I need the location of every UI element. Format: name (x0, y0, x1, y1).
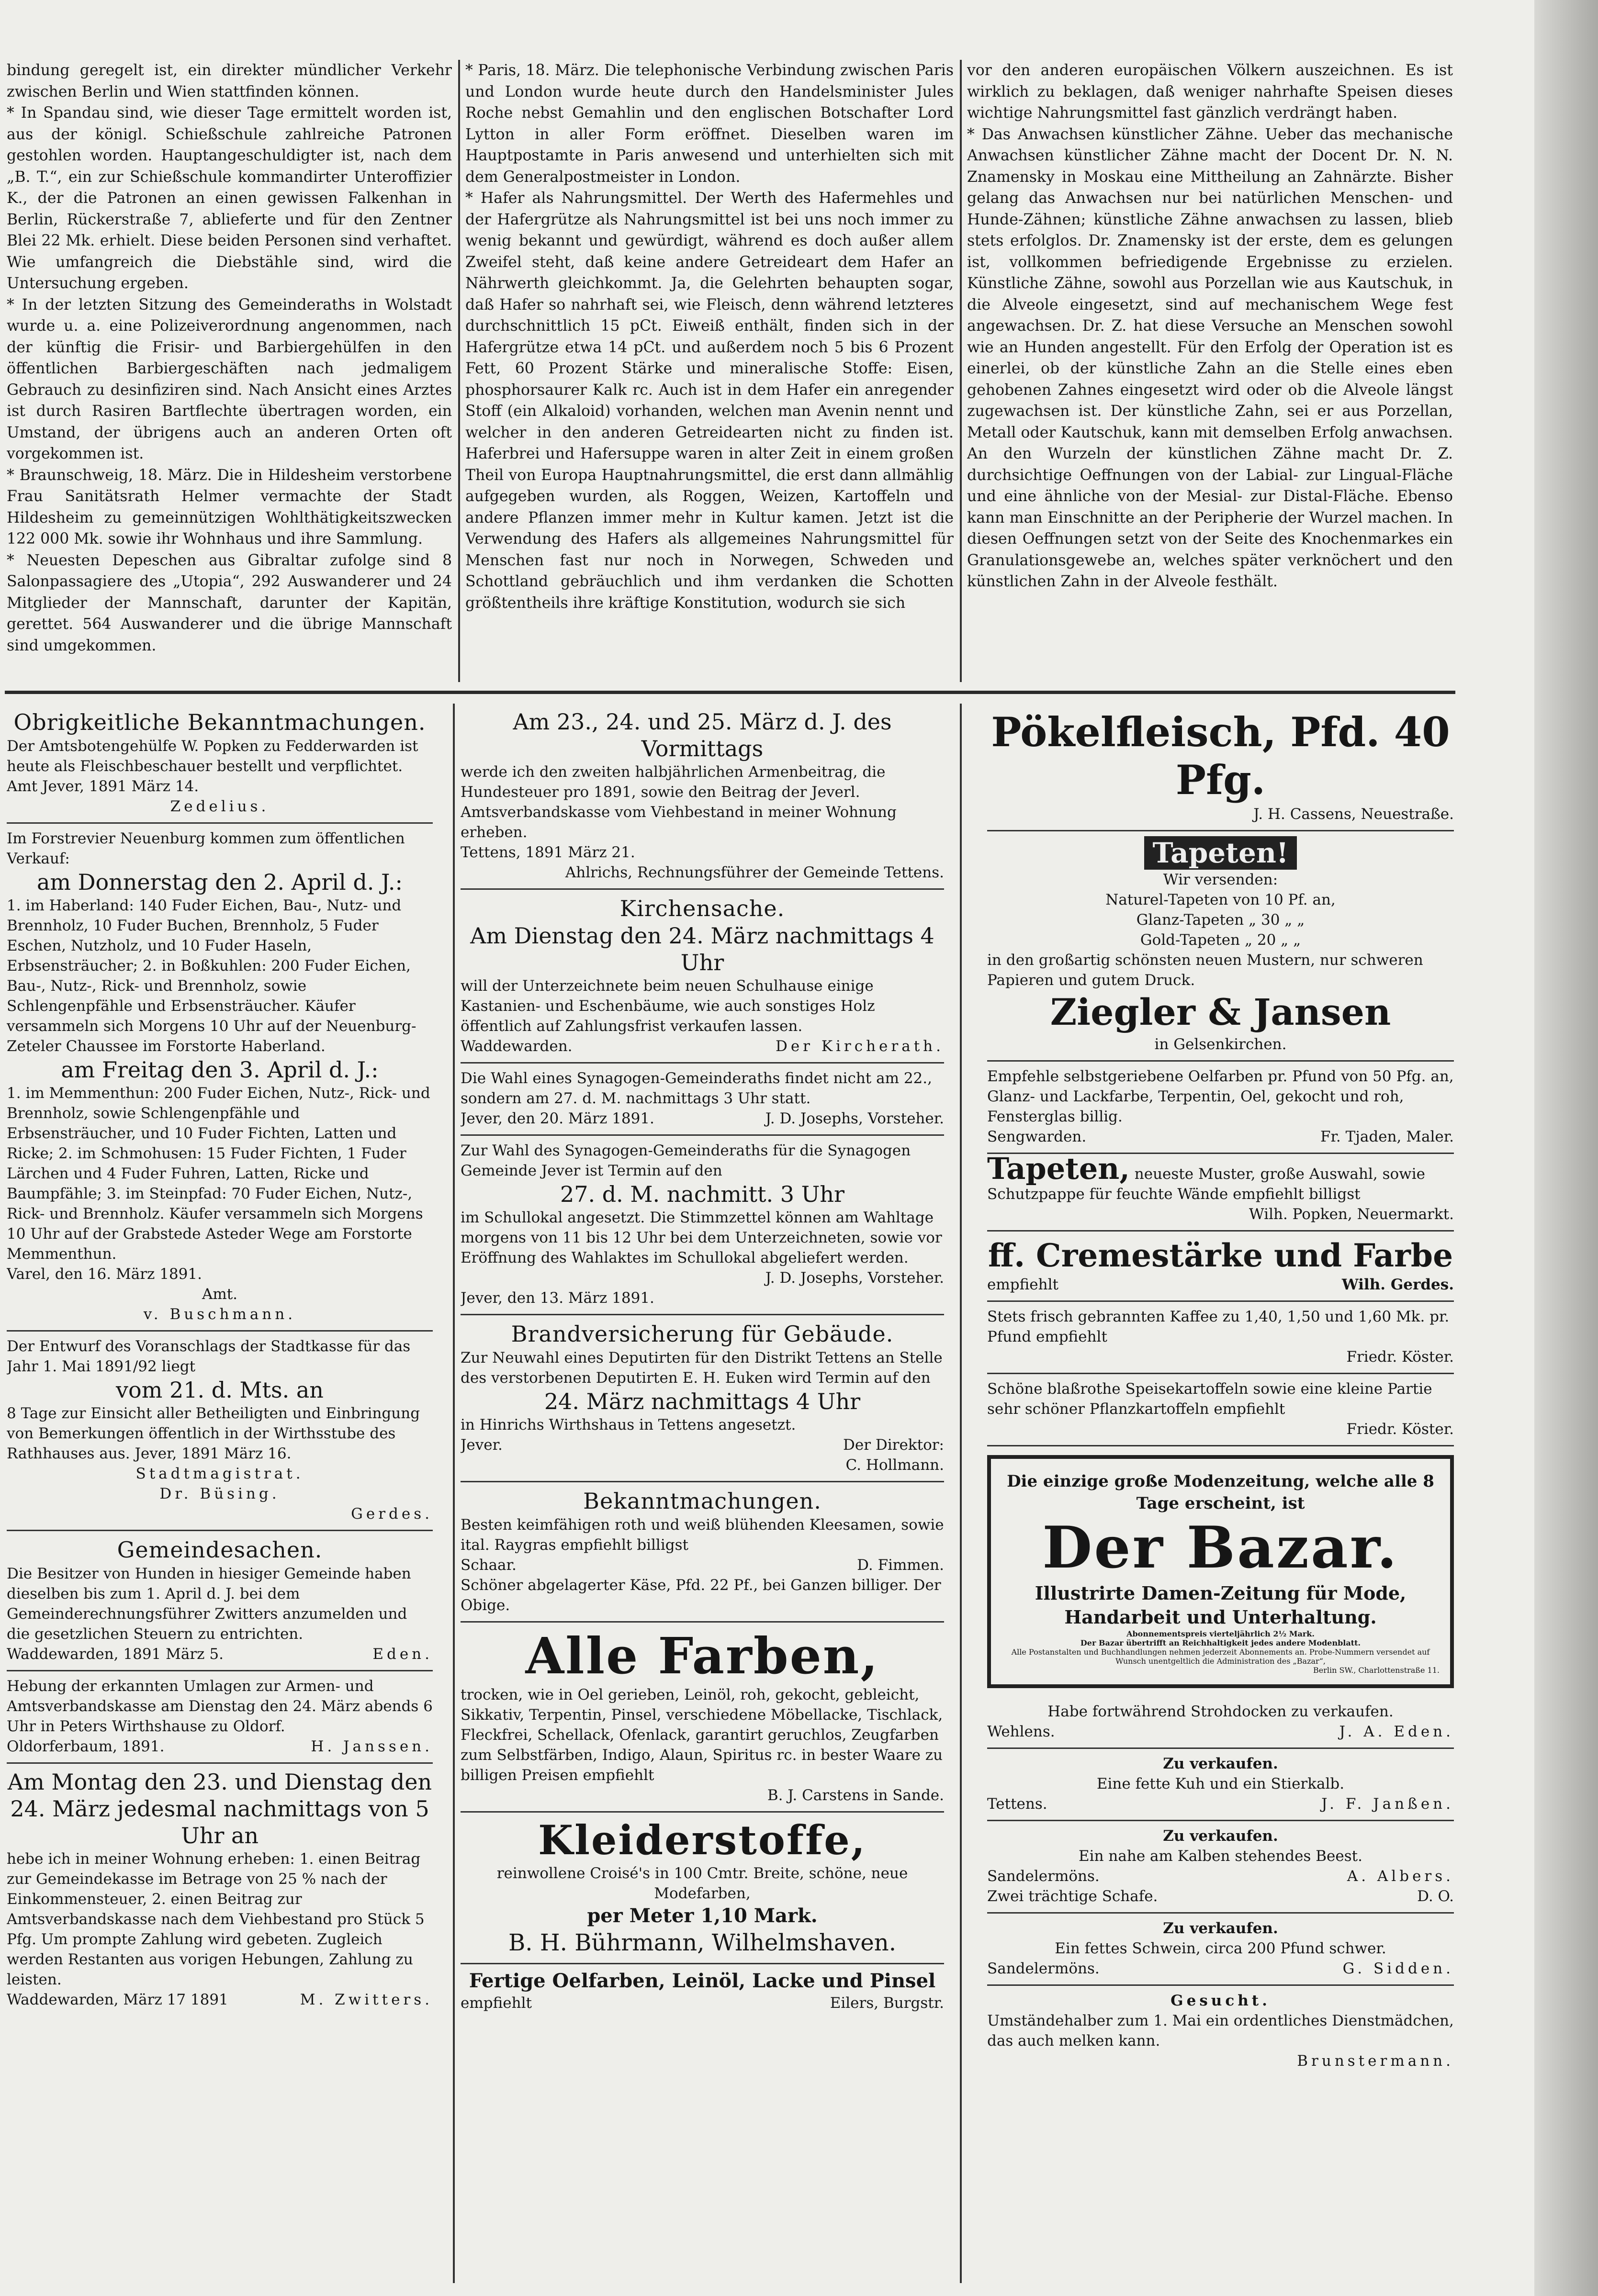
ad-for-sale-2 (987, 1821, 1454, 1914)
ad-municipal-affairs (7, 1531, 433, 1671)
ad-headline: Der Bazar. (1042, 1514, 1399, 1581)
ad-text: Eine fette Kuh und ein Stierkalb. (1096, 1775, 1345, 1792)
ad-signature: Friedr. Köster. (1346, 1421, 1454, 1438)
ad-heading: Obrigkeitliche Bekanntmachungen. (13, 709, 426, 735)
ad-signature: M. Zwitters. (300, 1991, 433, 2008)
news-item: vor den anderen europäischen Völkern auszeichnen. Es ist wirklich zu beklagen, daß weniger nahrhafte Speisen dieses wichtige Nahrungsmittel fast gänzlich verdrängt haben. (967, 62, 1453, 122)
ad-for-sale-1 (987, 1749, 1454, 1821)
ad-text: empfiehlt (461, 1994, 532, 2012)
ad-firm: Ziegler & Jansen (1050, 991, 1391, 1033)
ad-text: Waddewarden. (461, 1038, 573, 1055)
ad-potatoes (987, 1374, 1454, 1446)
ad-signature: v. Buschmann. (143, 1306, 296, 1323)
news-column-3 (967, 60, 1453, 687)
ad-signature: J. H. Cassens, Neuestraße. (1253, 806, 1454, 823)
news-item: * Neuesten Depeschen aus Gibraltar zufolge sind 8 Salonpassagiere des „Utopia“, 292 Auswanderer und 24 Mitglieder der Mannschaft, darunter der Kapitän, gerettet. 564 Auswanderer und die übrige Mannschaft sind umgekommen. (7, 551, 452, 654)
ad-text: Der Bazar übertrifft an Reichhaltigkeit jedes andere Modenblatt. (1080, 1638, 1361, 1647)
ad-signature: Dr. Büsing. (159, 1485, 280, 1502)
ad-text: Besten keimfähigen roth und weiß blühenden Kleesamen, sowie ital. Raygras empfiehlt billigst (461, 1516, 944, 1554)
ad-straw (987, 1697, 1454, 1749)
ads-column-2 (461, 704, 944, 2288)
ad-text: will der Unterzeichnete beim neuen Schulhause einige Kastanien- und Eschenbäume, wie auch sonstiges Holz öffentlich auf Zahlungsfrist verkaufen lassen. (461, 977, 875, 1035)
ad-signature: Fr. Tjaden, Maler. (1320, 1128, 1454, 1145)
ad-signature: Eilers, Burgstr. (830, 1994, 944, 2012)
ad-wanted (987, 1986, 1454, 2077)
ad-signature: H. Janssen. (311, 1738, 433, 1755)
ad-church-matter (461, 890, 944, 1064)
ad-signature: Brunstermann. (1297, 2052, 1454, 2070)
ad-date: vom 21. d. Mts. an (116, 1377, 324, 1403)
ad-text: trocken, wie in Oel gerieben, Leinöl, roh, gekocht, gebleicht, Sikkativ, Terpentin, Pinsel, verschiedene Möbellacke, Tischlack, Fleckfrei, Schellack, Ofenlack, garantirt geruchlos, Zeugfarben zum Selbstfärben, Indigo, Alaun, Spiritus rc. in bester Waare zu billigen Preisen empfiehlt (461, 1686, 943, 1784)
ad-heading: Zu verkaufen. (1163, 1755, 1278, 1772)
ad-text: Zur Wahl des Synagogen-Gemeinderaths für die Synagogen Gemeinde Jever ist Termin auf den (461, 1142, 911, 1179)
ad-synagogue-2 (461, 1136, 944, 1315)
ad-starch (987, 1232, 1454, 1302)
ad-text: Jever, den 13. März 1891. (461, 1289, 654, 1307)
news-item: * Paris, 18. März. Die telephonische Verbindung zwischen Paris und London wurde heute durch den Handelsminister Jules Roche nebst Gemahlin und den englischen Botschafter Lord Lytton in aller Form eröffnet. Dieselben waren im Hauptpostamte in Paris anwesend und unterhielten sich mit dem Generalpostmeister in London. (465, 62, 954, 186)
ads-column-1 (7, 704, 433, 2288)
ad-signature: Der Kircherath. (775, 1038, 944, 1055)
ad-levy (7, 1671, 433, 1764)
ad-subtitle: Illustrirte Damen-Zeitung für Mode, Handarbeit und Unterhaltung. (1035, 1582, 1407, 1628)
ad-headline: Tapeten, (987, 1151, 1130, 1186)
ad-coffee (987, 1302, 1454, 1374)
ad-text: neueste Muster, große Auswahl, sowie Schutzpappe für feuchte Wände empfiehlt billigst (987, 1165, 1425, 1203)
ad-heading: Zu verkaufen. (1163, 1827, 1278, 1845)
ad-signature: B. J. Carstens in Sande. (767, 1787, 944, 1804)
ad-shop: B. H. Bührmann, Wilhelmshaven. (508, 1929, 896, 1956)
news-item: * Hafer als Nahrungsmittel. Der Werth des Hafermehles und der Hafergrütze als Nahrungsmittel ist bei uns noch immer zu wenig bekannt und gewürdigt, während es doch außer allem Zweifel steht, daß keine andere Getreideart dem Hafer an Nährwerth gleichkommt. Ja, die Gelehrten behaupten sogar, daß Hafer so nahrhaft sei, wie Fleisch, denn während letzteres durchschnittlich 15 pCt. Eiweiß enthält, finden sich in der Hafergrütze etwa 14 pCt. und außerdem noch 5 bis 6 Prozent Fett, 60 Prozent Stärke und mineralische Stoffe: Eisen, phosphorsaurer Kalk rc. Auch ist in dem Hafer ein anregender Stoff (ein Alkaloid) vorhanden, welchen man Avenin nennt und welcher in den anderen Getreidearten nicht zu finden ist. Haferbrei und Hafersuppe waren in alter Zeit in einem großen Theil von Europa Hauptnahrungsmittel, die erst dann allmählig aufgegeben wurden, als Roggen, Weizen, Kartoffeln und andere Pflanzen immer mehr in Kultur kamen. Jetzt ist die Verwendung des Hafers als allgemeines Nahrungsmittel für Menschen fast nur noch in Norwegen, Schweden und Schottland gebräuchlich und ihm verdanken die Schotten größtentheils ihre kräftige Konstitution, wodurch sie sich (465, 190, 954, 612)
column-divider (960, 60, 962, 682)
ad-text: Tettens, 1891 März 21. (461, 844, 635, 861)
ad-text: Stets frisch gebrannten Kaffee zu 1,40, 1,50 und 1,60 Mk. pr. Pfund empfiehlt (987, 1308, 1450, 1345)
ad-signature: D. Fimmen. (857, 1557, 944, 1574)
ad-signature: J. A. Eden. (1339, 1723, 1454, 1740)
ad-heading: Zu verkaufen. (1163, 1920, 1278, 1937)
ad-text: Zwei trächtige Schafe. (987, 1888, 1158, 1905)
ad-text: Wir versenden: (1163, 871, 1278, 888)
ad-text: Schöner abgelagerter Käse, Pfd. 22 Pf., bei Ganzen billiger. Der Obige. (461, 1577, 941, 1614)
ad-text: reinwollene Croisé's in 100 Cmtr. Breite, schöne, neue Modefarben, (496, 1865, 908, 1902)
ad-text: Waddewarden, März 17 1891 (7, 1991, 228, 2008)
ad-text: Naturel-Tapeten von 10 Pf. an, (1105, 891, 1336, 908)
ad-der-bazar (987, 1455, 1454, 1688)
column-divider (960, 704, 962, 2283)
ad-text: Zur Neuwahl eines Deputirten für den Distrikt Tettens an Stelle des verstorbenen Deputirten E. H. Euken wird Termin auf den (461, 1349, 943, 1387)
ad-signature: J. D. Josephs, Vorsteher. (765, 1269, 944, 1287)
ad-text: Schöne blaßrothe Speisekartoffeln sowie eine kleine Partie sehr schöner Pflanzkartoffeln empfiehlt (987, 1380, 1432, 1418)
news-column-2 (465, 60, 954, 687)
news-item: * Das Anwachsen künstlicher Zähne. Ueber das mechanische Anwachsen künstlicher Zähne macht der Docent Dr. N. N. Znamensky in Moskau eine Mittheilung an Zahnärzte. Bisher gelang das Anwachsen nur bei natürlichen Menschen- und Hunde-Zähnen; künstliche Zähne anwachsen zu lassen, blieb stets erfolglos. Dr. Znamensky ist der erste, dem es gelungen ist, vollkommen befriedigende Ergebnisse zu erzielen. Künstliche Zähne, sowohl aus Porzellan wie aus Kautschuk, in die Alveole eingesetzt, sind auf mechanischem Wege fest angewachsen. Dr. Z. hat diese Versuche an Menschen sowohl wie an Hunden angestellt. Für den Erfolg der Operation ist es einerlei, ob der künstliche Zahn an die Stelle eines eben gehobenen Zahnes eingesetzt wird oder ob die Alveole längst zugewachsen ist. Der künstliche Zahn, sei er aus Porzellan, Metall oder Kautschuk, kann mit demselben Erfolg anwachsen. An den Wurzeln der künstlichen Zähne macht Dr. Z. durchsichtige Oeffnungen von der Labial- zur Lingual-Fläche und eine ähnliche von der Mesial- zur Distal-Fläche. Ebenso kann man Einschnitte an der Peripherie der Wurzel machen. In diesen Oeffnungen setzt von der Seite des Knochenmarkes ein Granulationsgewebe an, welches später verknöchert und den künstlichen Zahn in der Alveole festhält. (967, 125, 1453, 590)
ad-price: Abonnementspreis vierteljährlich 2½ Mark. (1126, 1629, 1315, 1638)
ad-heading: Brandversicherung für Gebäude. (511, 1321, 894, 1347)
ad-signature: D. O. (1417, 1888, 1454, 1905)
ad-collection (7, 1764, 433, 2016)
ad-ready-paints (461, 1964, 944, 2019)
ad-wallpaper-2 (987, 1151, 1454, 1232)
ad-text: Tettens. (987, 1795, 1047, 1813)
ad-headline: ff. Cremestärke und Farbe (988, 1237, 1453, 1274)
ad-text: Empfehle selbstgeriebene Oelfarben pr. Pfund von 50 Pfg. an, Glanz- und Lackfarbe, Terpentin, Oel, gekocht und roh, Fensterglas billig. (987, 1068, 1454, 1125)
ad-wallpaper (987, 831, 1454, 1062)
column-divider (453, 704, 455, 2283)
ad-date: Am 23., 24. und 25. März d. J. des Vormittags (513, 709, 892, 762)
ad-text: empfiehlt (987, 1276, 1058, 1293)
ad-text: werde ich den zweiten halbjährlichen Armenbeitrag, die Hundesteuer pro 1891, sowie den Beitrag der Jeverl. Amtsverbandskasse vom Viehbestand in meiner Wohnung erheben. (461, 763, 897, 841)
news-column-1 (7, 60, 452, 687)
ad-heading: Gesucht. (1170, 1992, 1271, 2009)
ads-column-3 (987, 704, 1454, 2288)
ad-heading: Bekanntmachungen. (583, 1488, 822, 1514)
ad-pickled-meat (987, 704, 1454, 831)
ad-for-sale-3 (987, 1914, 1454, 1986)
ad-signature: Gerdes. (351, 1505, 433, 1523)
ad-text: hebe ich in meiner Wohnung erheben: 1. einen Beitrag zur Gemeindekasse im Betrage von 25 % nach der Einkommensteuer, 2. einen Beitrag zur Amtsverbandskasse nach dem Viehbestand pro Stück 5 Pfg. Um prompte Zahlung wird gebeten. Zugleich werden Restanten aus vorigen Hebungen, Zahlung zu leisten. (7, 1850, 425, 1988)
ad-text: Varel, den 16. März 1891. (7, 1266, 202, 1283)
ad-text: in Hinrichs Wirthshaus in Tettens angesetzt. (461, 1416, 796, 1434)
ad-signature: Ahlrichs, Rechnungsführer der Gemeinde Tettens. (565, 864, 944, 881)
section-divider (5, 691, 1455, 694)
ad-date: Am Dienstag den 24. März nachmittags 4 Uhr (470, 923, 934, 975)
ad-text: Ein fettes Schwein, circa 200 Pfund schwer. (1055, 1940, 1386, 1957)
ad-signature: J. F. Janßen. (1321, 1795, 1454, 1813)
ad-text: Hebung der erkannten Umlagen zur Armen- und Amtsverbandskasse am Dienstag den 24. März abends 6 Uhr in Peters Wirthshause zu Oldorf. (7, 1678, 433, 1735)
ad-text: Sandelermöns. (987, 1868, 1100, 1885)
ad-heading: Kirchensache. (619, 896, 785, 921)
ad-address: Berlin SW., Charlottenstraße 11. (1313, 1666, 1440, 1675)
ad-signature: Friedr. Köster. (1346, 1348, 1454, 1366)
ad-signature: J. D. Josephs, Vorsteher. (765, 1110, 944, 1127)
ad-signature: Wilh. Popken, Neuermarkt. (1249, 1206, 1454, 1223)
ad-wood-auction (7, 824, 433, 1332)
ad-text: Alle Postanstalten und Buchhandlungen nehmen jederzeit Abonnements an. Probe-Nummern versendet auf Wunsch unentgeltlich die Administration des „Bazar“, (1011, 1647, 1430, 1666)
ad-price: per Meter 1,10 Mark. (587, 1904, 818, 1927)
ad-signature: Wilh. Gerdes. (1341, 1276, 1454, 1293)
ad-all-colors (461, 1623, 944, 1813)
ad-heading: Gemeindesachen. (117, 1537, 323, 1563)
ad-text: Ein nahe am Kalben stehendes Beest. (1079, 1848, 1362, 1865)
page-edge (1534, 0, 1598, 2296)
ad-text: Im Forstrevier Neuenburg kommen zum öffentlichen Verkauf: (7, 830, 405, 867)
news-item: * In der letzten Sitzung des Gemeinderaths in Wolstadt wurde u. a. eine Polizeiverordnung angenommen, nach der künftig die Frisir- und Barbiergehülfen in den öffentlichen Barbiergeschäften nach jedmaligem Gebrauch zu desinfiziren sind. Nach Ansicht eines Arztes ist durch Rasiren Bartflechte übertragen worden, ein Umstand, der übrigens auch an anderen Orten oft vorgekommen ist. (7, 296, 452, 462)
ad-text: Habe fortwährend Strohdocken zu verkaufen. (1047, 1703, 1394, 1720)
ad-text: Amt Jever, 1891 März 14. (7, 778, 199, 795)
ad-text: Der Amtsbotengehülfe W. Popken zu Fedderwarden ist heute als Fleischbeschauer bestellt und verpflichtet. (7, 738, 418, 775)
ad-text: Der Direktor: (843, 1436, 944, 1454)
ad-text: Waddewarden, 1891 März 5. (7, 1646, 224, 1663)
column-divider (458, 60, 460, 682)
ad-poor-tax (461, 704, 944, 890)
ad-headline: Kleiderstoffe, (538, 1816, 867, 1864)
ad-text: 1. im Memmenthun: 200 Fuder Eichen, Nutz-, Rick- und Brennholz, sowie Schlengenpfähle und Erbsensträucher, und 10 Fuder Fichten, Latten und Ricke; 2. im Schmohusen: 15 Fuder Fichten, 1 Fuder Lärchen und 4 Fuder Fuhren, Latten, Ricke und Baumpfähle; 3. im Steinpfad: 70 Fuder Eichen, Nutz-, Rick- und Brennholz. Käufer versammeln sich Morgens 10 Uhr auf der Grabstede Asteder Wege am Forstorte Memmenthun. (7, 1085, 430, 1263)
ad-date: Am Montag den 23. und Dienstag den 24. März jedesmal nachmittags von 5 Uhr an (7, 1769, 432, 1848)
ad-text: Jever. (461, 1436, 503, 1454)
ad-text: Der Entwurf des Voranschlags der Stadtkasse für das Jahr 1. Mai 1891/92 liegt (7, 1338, 411, 1375)
ad-text: Die Besitzer von Hunden in hiesiger Gemeinde haben dieselben bis zum 1. April d. J. bei dem Gemeinderechnungsführer Zwitters anzumelden und die gesetzlichen Steuern zu entrichten. (7, 1565, 411, 1643)
ad-headline: Pökelfleisch, Pfd. 40 Pfg. (991, 708, 1450, 804)
ad-signature: Eden. (372, 1646, 433, 1663)
ad-text: Oldorferbaum, 1891. (7, 1738, 165, 1755)
ad-synagogue-1 (461, 1064, 944, 1136)
ad-budget-draft (7, 1332, 433, 1531)
ad-date: 27. d. M. nachmitt. 3 Uhr (560, 1181, 845, 1207)
ad-announcements (461, 1482, 944, 1623)
news-item: bindung geregelt ist, ein direkter mündlicher Verkehr zwischen Berlin und Wien stattfinden können. (7, 62, 452, 101)
ad-headline: Alle Farben, (525, 1626, 879, 1685)
ad-text: Sandelermöns. (987, 1960, 1100, 1977)
ad-text: Umständehalber zum 1. Mai ein ordentliches Dienstmädchen, das auch melken kann. (987, 2012, 1454, 2050)
ad-signature: A. Albers. (1347, 1868, 1454, 1885)
news-item: * In Spandau sind, wie dieser Tage ermittelt worden ist, aus der königl. Schießschule zahlreiche Patronen gestohlen worden. Hauptangeschuldigter ist, nach dem „B. T.“, ein zur Schießschule kommandirter Unteroffizier K., der die Patronen an einen gewissen Falkenhan in Berlin, Rückerstraße 7, ablieferte und für den Zentner Blei 22 Mk. erhielt. Diese beiden Personen sind verhaftet. Wie umfangreich die Diebstähle sind, wird die Untersuchung ergeben. (7, 104, 452, 292)
ad-text: 1. im Haberland: 140 Fuder Eichen, Bau-, Nutz- und Brennholz, 10 Fuder Buchen, Brennholz, 5 Fuder Eschen, Nutzholz, und 10 Fuder Haseln, Erbsensträucher; 2. in Boßkuhlen: 200 Fuder Eichen, Bau-, Nutz-, Rick- und Brennholz, sowie Schlengenpfähle und Erbsensträucher. Käufer versammeln sich Morgens 10 Uhr auf der Neuenburg-Zeteler Chaussee im Forstorte Haberland. (7, 897, 416, 1055)
ad-date: 24. März nachmittags 4 Uhr (544, 1389, 861, 1414)
ad-text: in den großartig schönsten neuen Mustern, nur schweren Papieren und gutem Druck. (987, 952, 1423, 989)
ad-text: Glanz-Tapeten „ 30 „ „ (1136, 911, 1305, 929)
ad-text: Jever, den 20. März 1891. (461, 1110, 654, 1127)
ad-signature: C. Hollmann. (845, 1456, 944, 1474)
ad-oil-colors (987, 1062, 1454, 1154)
ad-text: Wehlens. (987, 1723, 1055, 1740)
ad-text: 8 Tage zur Einsicht aller Betheiligten und Einbringung von Bemerkungen öffentlich in der Wirthsstube des Rathhauses aus. Jever, 1891 März 16. (7, 1405, 420, 1462)
ad-date: am Donnerstag den 2. April d. J.: (36, 869, 403, 895)
ad-text: im Schullokal angesetzt. Die Stimmzettel können am Wahltage morgens von 11 bis 12 Uhr bei dem Unterzeichneten, sowie vor Eröffnung des Wahlaktes im Schullokal abgeliefert werden. (461, 1209, 942, 1266)
ad-headline: Tapeten! (1144, 836, 1297, 870)
ad-text: Gold-Tapeten „ 20 „ „ (1140, 931, 1301, 949)
ad-dress-fabrics (461, 1813, 944, 1964)
ad-date: am Freitag den 3. April d. J.: (61, 1057, 379, 1083)
ad-text: Amt. (202, 1286, 238, 1303)
ad-text: in Gelsenkirchen. (1154, 1036, 1287, 1053)
ad-fire-insurance (461, 1315, 944, 1482)
ad-text: Sengwarden. (987, 1128, 1087, 1145)
ad-text: Schaar. (461, 1557, 517, 1574)
ad-text: Die Wahl eines Synagogen-Gemeinderaths findet nicht am 22., sondern am 27. d. M. nachmittags 3 Uhr statt. (461, 1070, 932, 1107)
news-item: * Braunschweig, 18. März. Die in Hildesheim verstorbene Frau Sanitätsrath Helmer vermachte der Stadt Hildesheim zu gemeinnützigen Wohlthätigkeitszwecken 122 000 Mk. sowie ihr Wohnhaus und ihre Sammlung. (7, 466, 452, 548)
ad-heading: Fertige Oelfarben, Leinöl, Lacke und Pinsel (469, 1970, 936, 1992)
ad-text: Die einzige große Modenzeitung, welche alle 8 Tage erscheint, ist (1007, 1472, 1434, 1513)
ad-signature: Zedelius. (170, 798, 270, 815)
ad-signature: G. Sidden. (1342, 1960, 1454, 1977)
ad-signature: Stadtmagistrat. (135, 1465, 304, 1482)
ad-official-notices (7, 704, 433, 824)
